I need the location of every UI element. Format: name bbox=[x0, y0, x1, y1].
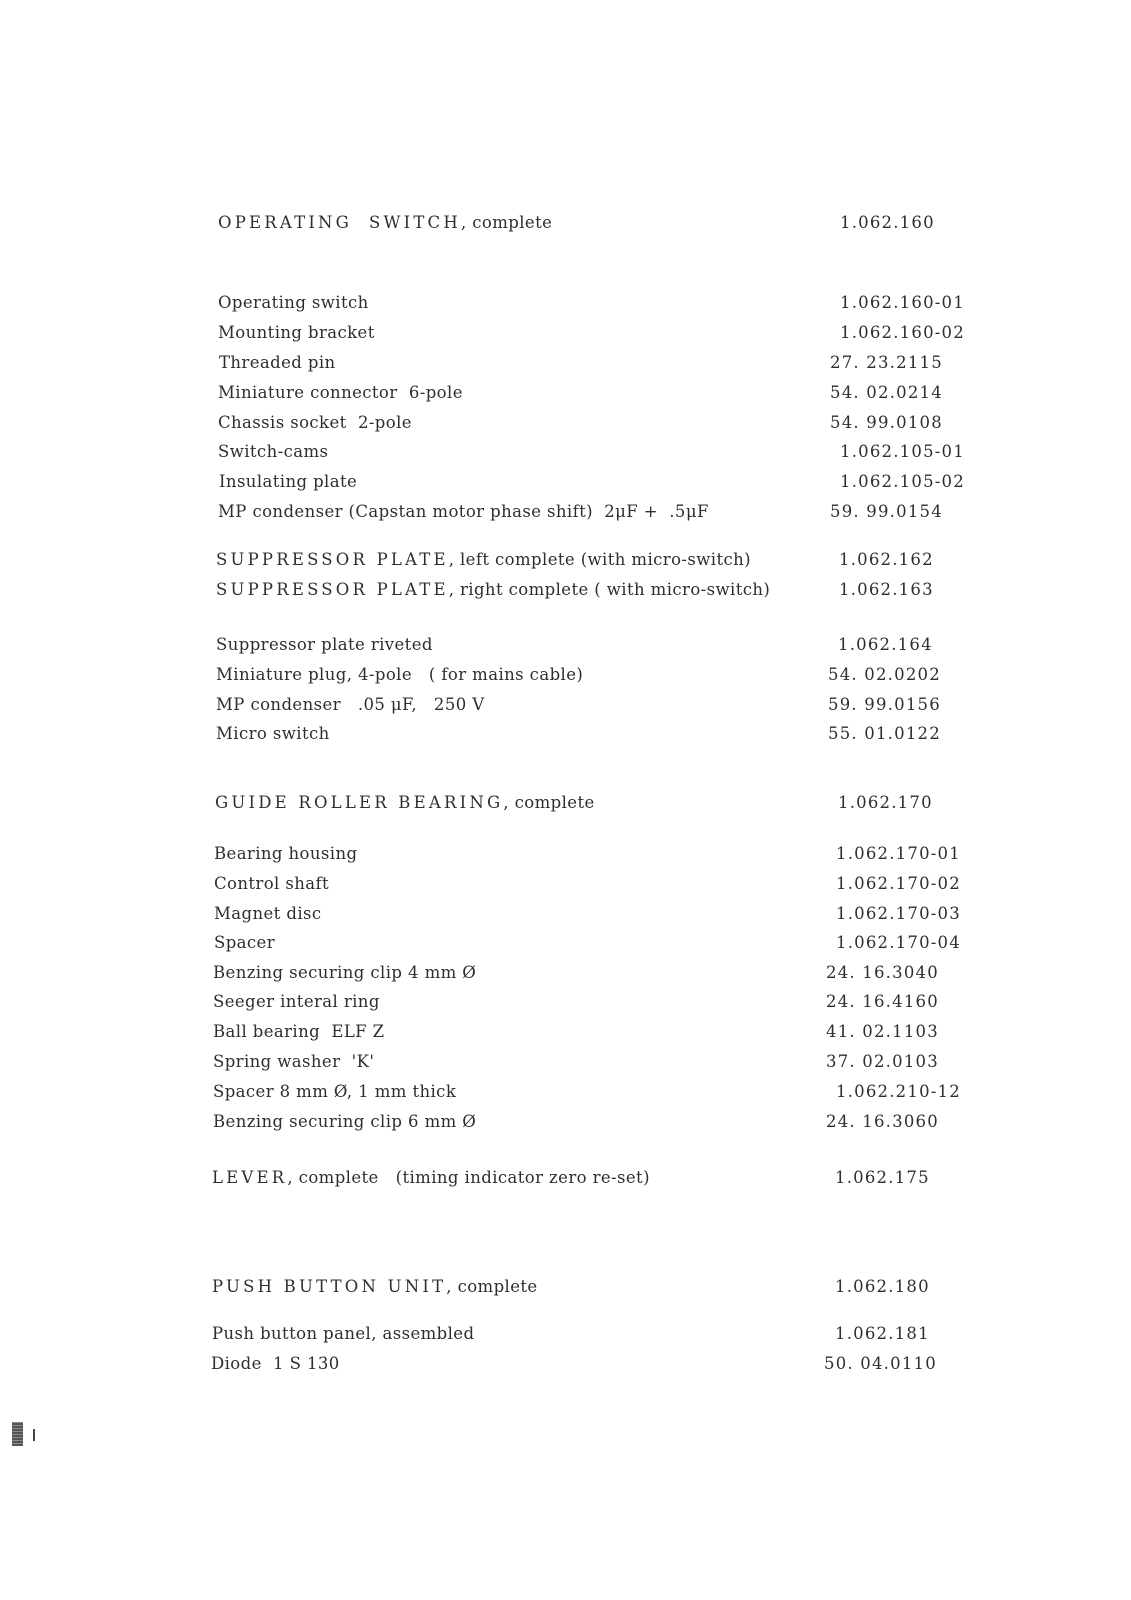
section-heading-row bbox=[0, 1275, 1131, 1299]
part-description: MP condenser .05 μF, 250 V bbox=[216, 695, 485, 714]
part-description: Push button panel, assembled bbox=[212, 1324, 475, 1343]
part-number: 37. 02.0103 bbox=[826, 1052, 939, 1071]
scan-edge-tick bbox=[33, 1429, 35, 1441]
part-description: Magnet disc bbox=[214, 904, 322, 923]
section-heading-row bbox=[0, 1166, 1131, 1190]
part-row bbox=[0, 381, 1131, 405]
part-number: 1.062.105-02 bbox=[840, 472, 965, 491]
section-heading-row bbox=[0, 578, 1131, 602]
part-description: Benzing securing clip 6 mm Ø bbox=[213, 1112, 477, 1131]
section-title: SUPPRESSOR PLATE bbox=[216, 550, 449, 569]
section-heading bbox=[216, 578, 770, 602]
part-description: Insulating plate bbox=[219, 472, 358, 491]
part-number: 41. 02.1103 bbox=[826, 1022, 939, 1041]
part-row bbox=[0, 1050, 1131, 1074]
part-number: 1.062.162 bbox=[839, 550, 934, 569]
section-title: OPERATING SWITCH bbox=[218, 213, 461, 232]
section-heading-row bbox=[0, 548, 1131, 572]
part-number: 1.062.160-01 bbox=[840, 293, 965, 312]
part-row bbox=[0, 633, 1131, 657]
part-description: Diode 1 S 130 bbox=[211, 1354, 340, 1373]
part-number: 1.062.105-01 bbox=[840, 442, 965, 461]
part-row bbox=[0, 961, 1131, 985]
part-description: Micro switch bbox=[216, 724, 330, 743]
part-description: Mounting bracket bbox=[218, 323, 375, 342]
part-row bbox=[0, 842, 1131, 866]
part-row bbox=[0, 1110, 1131, 1134]
part-number: 1.062.170-03 bbox=[836, 904, 961, 923]
part-description: Seeger interal ring bbox=[213, 992, 380, 1011]
part-row bbox=[0, 990, 1131, 1014]
part-number: 1.062.170-01 bbox=[836, 844, 961, 863]
part-description: Spring washer 'K' bbox=[213, 1052, 375, 1071]
part-description: Bearing housing bbox=[214, 844, 358, 863]
part-row bbox=[0, 663, 1131, 687]
part-number: 54. 02.0214 bbox=[830, 383, 943, 402]
part-description: Operating switch bbox=[218, 293, 369, 312]
section-title: LEVER bbox=[212, 1168, 288, 1187]
part-number: 1.062.164 bbox=[838, 635, 933, 654]
section-heading bbox=[215, 791, 595, 815]
part-row bbox=[0, 440, 1131, 464]
part-number: 59. 99.0156 bbox=[828, 695, 941, 714]
part-number: 1.062.210-12 bbox=[836, 1082, 961, 1101]
scan-edge-mark bbox=[12, 1422, 23, 1446]
part-number: 24. 16.3040 bbox=[826, 963, 939, 982]
section-qualifier: , complete bbox=[460, 213, 553, 232]
part-row bbox=[0, 291, 1131, 315]
section-qualifier: , left complete (with micro-switch) bbox=[448, 550, 752, 569]
section-heading bbox=[216, 548, 751, 572]
part-description: Miniature connector 6-pole bbox=[218, 383, 463, 402]
part-row bbox=[0, 411, 1131, 435]
part-number: 54. 02.0202 bbox=[828, 665, 941, 684]
part-row bbox=[0, 693, 1131, 717]
part-number: 54. 99.0108 bbox=[830, 413, 943, 432]
part-description: Switch-cams bbox=[218, 442, 329, 461]
section-heading-row bbox=[0, 211, 1131, 235]
section-heading bbox=[212, 1275, 538, 1299]
part-row bbox=[0, 902, 1131, 926]
part-number: 59. 99.0154 bbox=[830, 502, 943, 521]
part-number: 1.062.160-02 bbox=[840, 323, 965, 342]
section-qualifier: , right complete ( with micro-switch) bbox=[448, 580, 771, 599]
section-heading-row bbox=[0, 791, 1131, 815]
part-description: Benzing securing clip 4 mm Ø bbox=[213, 963, 477, 982]
part-description: Spacer 8 mm Ø, 1 mm thick bbox=[213, 1082, 457, 1101]
section-title: SUPPRESSOR PLATE bbox=[216, 580, 449, 599]
part-number: 55. 01.0122 bbox=[828, 724, 941, 743]
section-title: PUSH BUTTON UNIT bbox=[212, 1277, 447, 1296]
part-row bbox=[0, 872, 1131, 896]
section-qualifier: , complete bbox=[503, 793, 595, 812]
part-number: 24. 16.3060 bbox=[826, 1112, 939, 1131]
part-row bbox=[0, 500, 1131, 524]
part-number: 1.062.170-02 bbox=[836, 874, 961, 893]
part-description: Chassis socket 2-pole bbox=[218, 413, 412, 432]
part-number: 1.062.160 bbox=[840, 213, 935, 232]
part-row bbox=[0, 351, 1131, 375]
section-title: GUIDE ROLLER BEARING bbox=[215, 793, 504, 812]
part-number: 50. 04.0110 bbox=[824, 1354, 937, 1373]
part-number: 1.062.180 bbox=[835, 1277, 930, 1296]
part-row bbox=[0, 1322, 1131, 1346]
part-number: 1.062.175 bbox=[835, 1168, 930, 1187]
part-description: Control shaft bbox=[214, 874, 330, 893]
part-number: 24. 16.4160 bbox=[826, 992, 939, 1011]
section-heading bbox=[212, 1166, 650, 1190]
section-heading bbox=[218, 211, 552, 235]
part-row bbox=[0, 1352, 1131, 1376]
part-number: 1.062.170-04 bbox=[836, 933, 961, 952]
part-description: Threaded pin bbox=[219, 353, 336, 372]
part-row bbox=[0, 722, 1131, 746]
part-description: MP condenser (Capstan motor phase shift) 2μF + .5μF bbox=[218, 502, 709, 521]
part-number: 1.062.163 bbox=[839, 580, 934, 599]
part-row bbox=[0, 470, 1131, 494]
part-number: 27. 23.2115 bbox=[830, 353, 943, 372]
part-description: Suppressor plate riveted bbox=[216, 635, 433, 654]
part-row bbox=[0, 1020, 1131, 1044]
part-row bbox=[0, 1080, 1131, 1104]
part-description: Miniature plug, 4-pole ( for mains cable) bbox=[216, 665, 584, 684]
part-number: 1.062.181 bbox=[835, 1324, 930, 1343]
part-row bbox=[0, 321, 1131, 345]
part-description: Ball bearing ELF Z bbox=[213, 1022, 385, 1041]
section-qualifier: , complete (timing indicator zero re-set) bbox=[287, 1168, 650, 1187]
part-number: 1.062.170 bbox=[838, 793, 933, 812]
part-row bbox=[0, 931, 1131, 955]
part-description: Spacer bbox=[214, 933, 275, 952]
section-qualifier: , complete bbox=[446, 1277, 538, 1296]
